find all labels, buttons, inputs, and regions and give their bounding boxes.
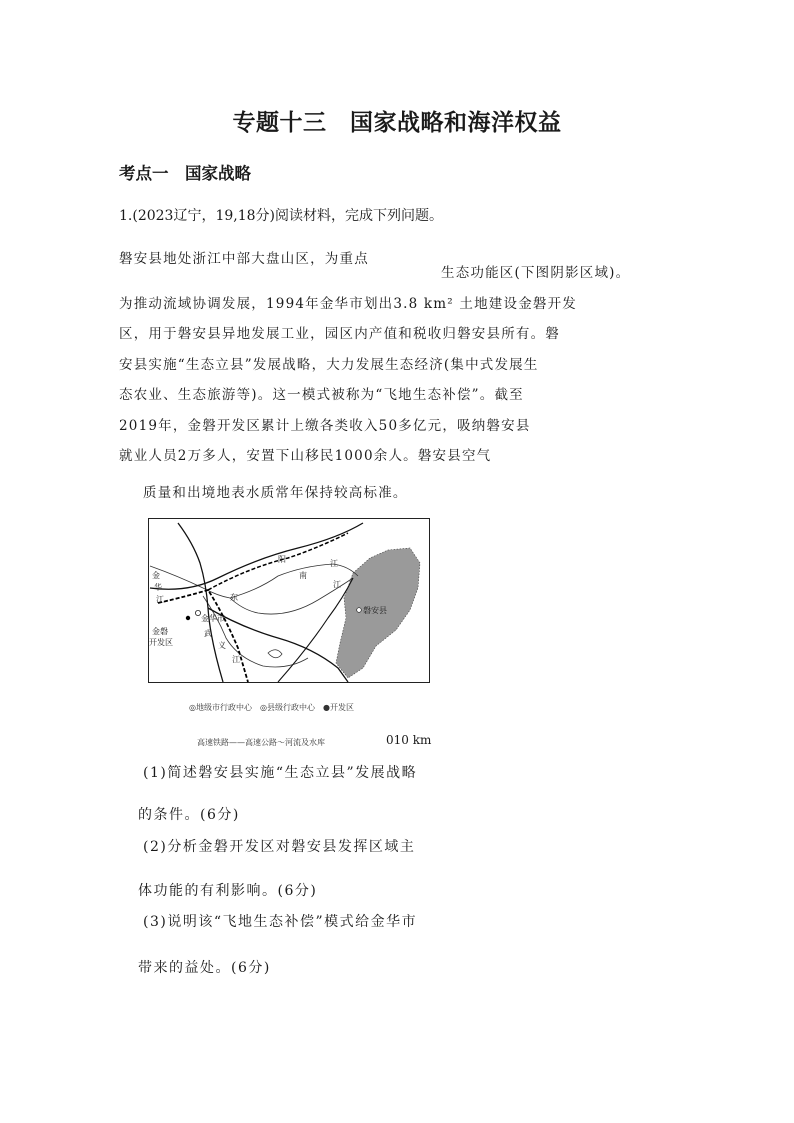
material-line-5: 安县实施“生态立县”发展战略，大力发展生态经济(集中式发展生	[119, 357, 539, 373]
map-label-nan: 南	[299, 571, 307, 580]
material-line-6: 态农业、生态旅游等)。这一模式被称为“飞地生态补偿”。截至	[119, 387, 524, 403]
map-label-dong: 东	[230, 593, 238, 602]
map-label-jinpan: 金磐	[152, 627, 168, 636]
map-legend-lines: 高速铁路——高速公路～河流及水库	[197, 738, 325, 747]
map-label-jiang-4: 江	[232, 655, 240, 664]
sub-question-3a: (3)说明该“飞地生态补偿”模式给金华市	[143, 914, 418, 930]
material-line-3: 为推动流域协调发展，1994年金华市划出3.8 km² 土地建设金磐开发	[119, 296, 578, 312]
map-label-jiang-1: 江	[156, 595, 164, 604]
sub-question-1a: (1)简述磐安县实施“生态立县”发展战略	[143, 765, 418, 781]
panan-county-center-icon	[357, 608, 362, 613]
sub-question-3b: 带来的益处。(6分)	[138, 960, 271, 976]
map-label-wu: 武	[204, 629, 212, 638]
map-label-development-zone: 开发区	[149, 638, 173, 647]
development-zone-icon	[186, 616, 190, 620]
material-line-1: 磐安县地处浙江中部大盘山区，为重点	[119, 251, 369, 267]
jinhua-city-center-icon	[195, 610, 200, 615]
question-header: 1.(2023辽宁，19,18分)阅读材料，完成下列问题。	[119, 208, 443, 224]
map-label-jiang-2: 江	[330, 559, 338, 568]
section-heading: 考点一 国家战略	[119, 164, 251, 183]
map-label-yang: 阳	[278, 555, 286, 564]
sub-question-2a: (2)分析金磐开发区对磐安县发挥区域主	[143, 839, 416, 855]
material-line-4: 区，用于磐安县异地发展工业，园区内产值和税收归磐安县所有。磐	[119, 326, 560, 342]
sub-question-1b: 的条件。(6分)	[138, 807, 240, 823]
map-label-jin: 金	[152, 571, 160, 580]
map-label-hua: 华	[154, 583, 162, 592]
sub-question-2b: 体功能的有利影响。(6分)	[138, 883, 318, 899]
map-scale: 010 km	[386, 733, 432, 747]
material-line-9: 质量和出境地表水质常年保持较高标准。	[143, 485, 408, 501]
page-title: 专题十三 国家战略和海洋权益	[232, 110, 562, 136]
map-label-panan: 磐安县	[363, 606, 387, 615]
region-map	[148, 518, 430, 683]
map-label-yi: 义	[218, 641, 226, 650]
map-label-jinhua: 金华市	[201, 614, 225, 623]
material-line-2: 生态功能区(下图阴影区域)。	[441, 265, 631, 281]
material-line-7: 2019年，金磐开发区累计上缴各类收入50多亿元，吸纳磐安县	[119, 418, 531, 434]
material-line-8: 就业人员2万多人，安置下山移民1000余人。磐安县空气	[119, 448, 492, 464]
map-label-jiang-3: 江	[333, 580, 341, 589]
map-legend-symbols: ◎地级市行政中心 ◎县级行政中心 ●开发区	[189, 703, 354, 712]
